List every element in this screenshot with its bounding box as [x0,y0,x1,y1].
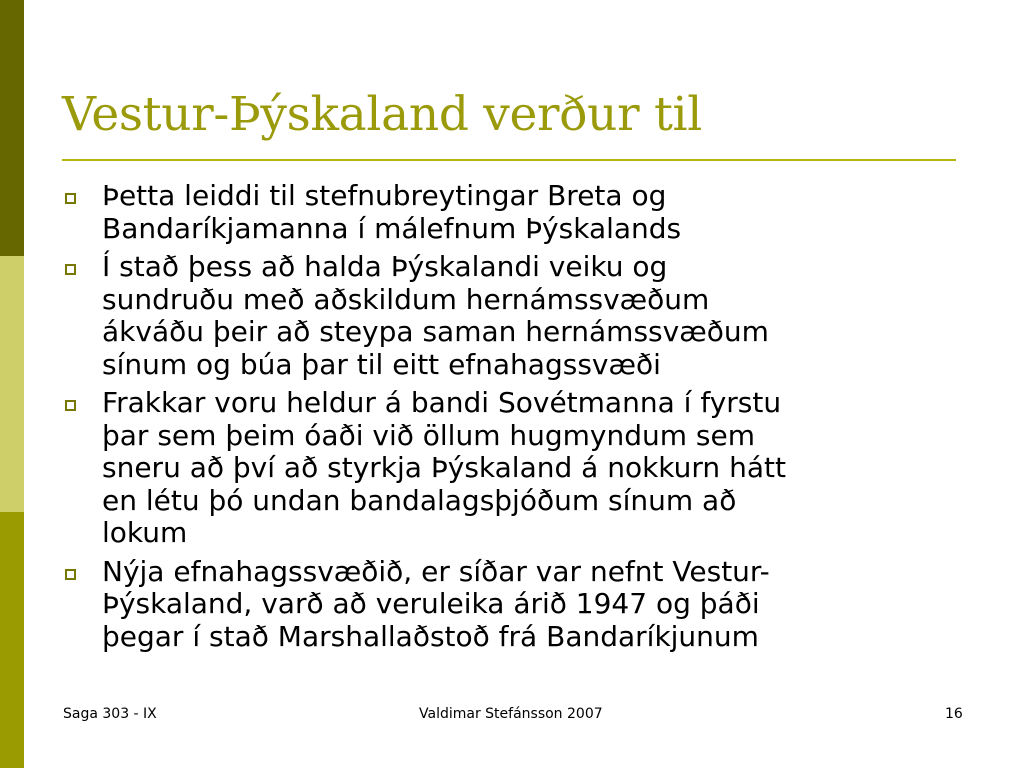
bullet-item [64,251,964,381]
bullet-line: Nýja efnahagssvæðið, er síðar var nefnt Vestur- [102,554,770,588]
bullet-line: sundruðu með aðskildum hernámssvæðum [102,282,710,316]
bullet-item [64,387,964,550]
bullet-line: þegar í stað Marshallaðstoð frá Bandaríkjunum [102,619,759,653]
bullet-line: en létu þó undan bandalagsþjóðum sínum að [102,483,737,517]
bullet-line: Þetta leiddi til stefnubreytingar Breta og [102,179,667,212]
bullet-item [64,180,964,245]
bullet-item [64,556,964,654]
side-bar-bottom [0,512,24,768]
footer-page-number: 16 [945,706,963,722]
bullet-line: Í stað þess að halda Þýskalandi veiku og [102,250,668,283]
square-bullet-icon [65,264,76,275]
bullet-line: Þýskaland, varð að veruleika árið 1947 og þáði [102,587,760,620]
side-bar-top [0,0,24,256]
footer-author: Valdimar Stefánsson 2007 [419,706,603,722]
bullet-line: Frakkar voru heldur á bandi Sovétmanna í fyrstu [102,386,782,419]
side-bar-middle [0,256,24,512]
footer-course: Saga 303 - IX [63,706,157,722]
slide-title: Vestur-Þýskaland verður til [62,87,703,142]
bullet-line: sneru að því að styrkja Þýskaland á nokkurn hátt [102,451,786,484]
bullet-line: sínum og búa þar til eitt efnahagssvæði [102,347,661,381]
bullet-line: Bandaríkjamanna í málefnum Þýskalands [102,211,682,245]
bullet-line: lokum [102,516,188,549]
bullet-line: þar sem þeim óaði við öllum hugmyndum sem [102,418,756,452]
title-divider [62,159,956,161]
square-bullet-icon [65,569,76,580]
square-bullet-icon [65,400,76,411]
square-bullet-icon [65,193,76,204]
bullet-line: ákváðu þeir að steypa saman hernámssvæðum [102,315,769,348]
bullet-list [64,180,964,659]
